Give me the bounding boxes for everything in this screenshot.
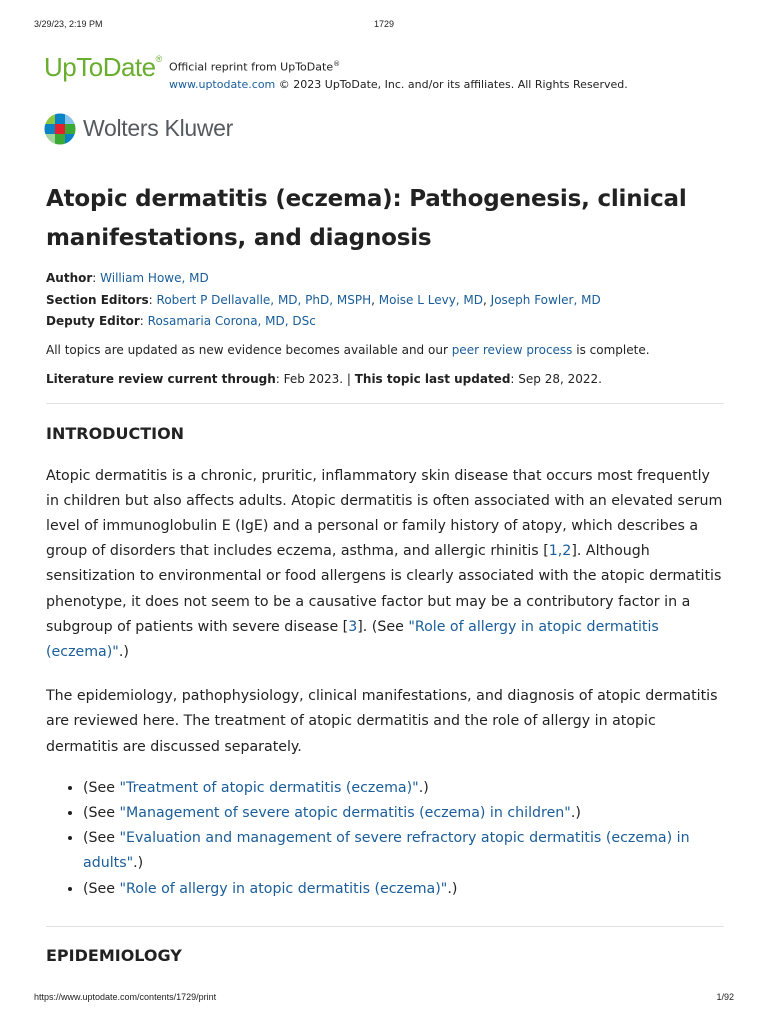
author-line: Author: William Howe, MD (46, 271, 209, 285)
update-note (46, 340, 724, 360)
reference-link[interactable]: 1,2 (548, 543, 572, 560)
print-title: 1729 (373, 19, 395, 29)
deputy-editor-line: Deputy Editor: Rosamaria Corona, MD, DSc (46, 314, 316, 328)
uptodate-logo-text: UpToDate (44, 52, 156, 82)
lit-review-label: Literature review current through (46, 371, 276, 386)
topic-link[interactable]: "Evaluation and management of severe refractory atopic dermatitis (eczema) in adults" (83, 830, 690, 872)
section-editors-label: Section Editors (46, 292, 149, 307)
print-url: https://www.uptodate.com/contents/1729/print (34, 992, 217, 1002)
see-suffix: .) (133, 855, 144, 872)
divider (46, 926, 724, 927)
review-dates (46, 369, 724, 389)
section-heading-epidemiology: EPIDEMIOLOGY (46, 945, 182, 965)
lit-review-value: : Feb 2023. | (275, 371, 355, 386)
paragraph-text: ]. (See (357, 618, 409, 635)
see-prefix: (See (83, 880, 120, 897)
update-note-text: is complete. (572, 342, 650, 357)
last-updated-value: : Sep 28, 2022. (510, 371, 602, 386)
print-datetime: 3/29/23, 2:19 PM (34, 19, 103, 29)
deputy-editor-label: Deputy Editor (46, 314, 140, 328)
list-item (83, 776, 724, 801)
topic-link[interactable]: "Role of allergy in atopic dermatitis (eczema)" (119, 880, 448, 897)
peer-review-link[interactable]: peer review process (451, 342, 573, 357)
see-suffix: .) (570, 804, 581, 821)
paragraph-text: .) (118, 643, 129, 660)
list-item (83, 877, 724, 902)
update-note-text: All topics are updated as new evidence becomes available and our (46, 342, 452, 357)
section-heading-introduction: INTRODUCTION (46, 423, 185, 443)
article (46, 180, 724, 967)
print-header (34, 19, 734, 33)
list-item (83, 826, 724, 876)
intro-paragraph-2: The epidemiology, pathophysiology, clinical manifestations, and diagnosis of atopic dermatitis are reviewed here. The treatment of atopic dermatitis and the role of allergy in atopic dermatitis are discussed separately. (46, 688, 718, 755)
paragraph-text: ]. Although sensitization to environmental or food allergens is clearly associated with the atopic dermatitis phenotype, it does not seem to be a causative factor but may be a contributory factor in a subgroup of patients with severe disease [ (46, 543, 722, 635)
section-editor-link[interactable]: Joseph Fowler, MD (490, 292, 601, 307)
list-item (83, 801, 724, 826)
deputy-editor-link[interactable]: Rosamaria Corona, MD, DSc (147, 314, 316, 328)
divider (46, 403, 724, 404)
copyright-text: © 2023 UpToDate, Inc. and/or its affiliates. All Rights Reserved. (275, 77, 628, 91)
uptodate-logo (44, 52, 162, 83)
page-number: 1/92 (716, 992, 734, 1002)
article-credits (46, 268, 724, 333)
reprint-notice (169, 56, 628, 93)
author-label: Author (46, 271, 93, 285)
see-prefix: (See (83, 779, 120, 796)
section-editors-line: Section Editors: Robert P Dellavalle, MD, PhD, MSPH, Moise L Levy, MD, Joseph Fowler, MD (46, 292, 601, 307)
topic-link[interactable]: "Management of severe atopic dermatitis (eczema) in children" (119, 804, 571, 821)
see-suffix: .) (447, 880, 458, 897)
section-editor-link[interactable]: Robert P Dellavalle, MD, PhD, MSPH (156, 292, 372, 307)
see-prefix: (See (83, 804, 120, 821)
uptodate-logo-reg: ® (155, 54, 162, 64)
article-title: Atopic dermatitis (eczema): Pathogenesis, clinical manifestations, and diagnosis (46, 186, 687, 251)
intro-paragraph-1 (46, 464, 724, 666)
last-updated-label: This topic last updated (354, 371, 511, 386)
section-editor-link[interactable]: Moise L Levy, MD (378, 292, 484, 307)
topic-link[interactable]: "Treatment of atopic dermatitis (eczema)" (119, 779, 419, 796)
topic-link[interactable]: "Role of allergy in atopic dermatitis (eczema)" (46, 618, 659, 660)
brand-header (44, 52, 684, 96)
site-link[interactable]: www.uptodate.com (169, 77, 276, 91)
reference-link[interactable]: 3 (348, 618, 358, 635)
paragraph-text: Atopic dermatitis is a chronic, pruritic, inflammatory skin disease that occurs most frequently in children but also affects adults. Atopic dermatitis is often associated with an elevated serum level of immunoglobulin E (IgE) and a personal or family history of atopy, which describes a group of disorders that includes eczema, asthma, and allergic rhinitis [ (46, 467, 723, 560)
wolters-kluwer-mark-icon (44, 113, 76, 145)
reprint-line: Official reprint from UpToDate (169, 60, 334, 74)
author-link[interactable]: William Howe, MD (100, 271, 209, 285)
publisher-name: Wolters Kluwer (83, 115, 234, 141)
see-prefix: (See (83, 830, 120, 847)
wolters-kluwer-logo (44, 112, 264, 148)
reprint-reg: ® (333, 60, 341, 68)
see-also-list (46, 776, 724, 902)
see-suffix: .) (418, 779, 429, 796)
print-footer (34, 992, 734, 1006)
